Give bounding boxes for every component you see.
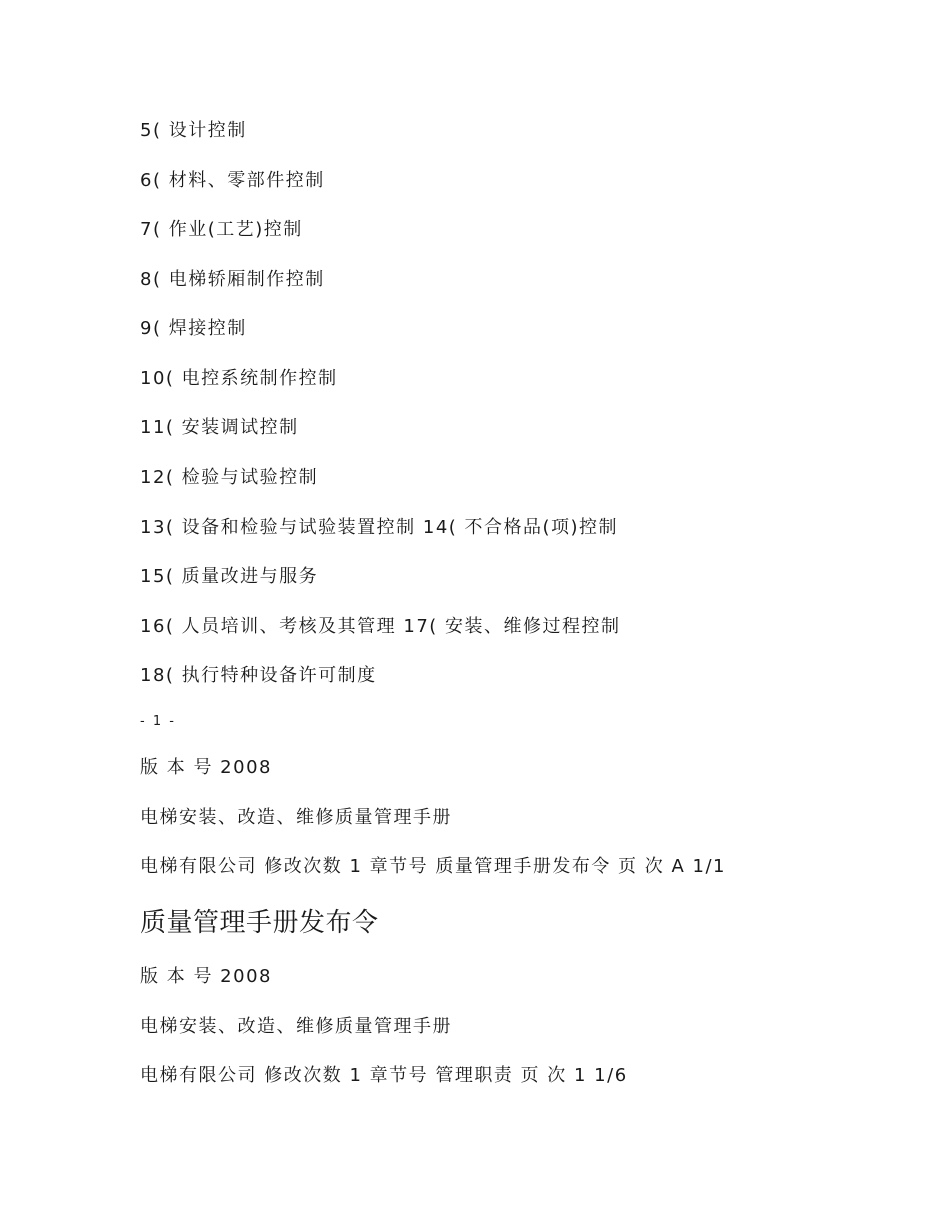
version-line: 版 本 号 2008 xyxy=(140,966,272,987)
list-item: 18( 执行特种设备许可制度 xyxy=(140,665,377,686)
list-item: 7( 作业(工艺)控制 xyxy=(140,219,303,240)
list-item: 9( 焊接控制 xyxy=(140,318,247,339)
list-item: 15( 质量改进与服务 xyxy=(140,566,319,587)
list-item: 6( 材料、零部件控制 xyxy=(140,170,325,191)
manual-title: 电梯安装、改造、维修质量管理手册 xyxy=(140,1016,452,1037)
list-item: 10( 电控系统制作控制 xyxy=(140,368,338,389)
list-item: 11( 安装调试控制 xyxy=(140,417,299,438)
list-item: 13( 设备和检验与试验装置控制 14( 不合格品(项)控制 xyxy=(140,517,619,538)
manual-title: 电梯安装、改造、维修质量管理手册 xyxy=(140,807,452,828)
info-line: 电梯有限公司 修改次数 1 章节号 管理职责 页 次 1 1/6 xyxy=(140,1065,628,1086)
version-line: 版 本 号 2008 xyxy=(140,757,272,778)
list-item: 5( 设计控制 xyxy=(140,120,247,141)
page-number: - 1 - xyxy=(140,714,176,729)
section-heading: 质量管理手册发布令 xyxy=(140,908,379,938)
list-item: 16( 人员培训、考核及其管理 17( 安装、维修过程控制 xyxy=(140,616,621,637)
list-item: 12( 检验与试验控制 xyxy=(140,467,319,488)
list-item: 8( 电梯轿厢制作控制 xyxy=(140,269,325,290)
info-line: 电梯有限公司 修改次数 1 章节号 质量管理手册发布令 页 次 A 1/1 xyxy=(140,856,727,877)
